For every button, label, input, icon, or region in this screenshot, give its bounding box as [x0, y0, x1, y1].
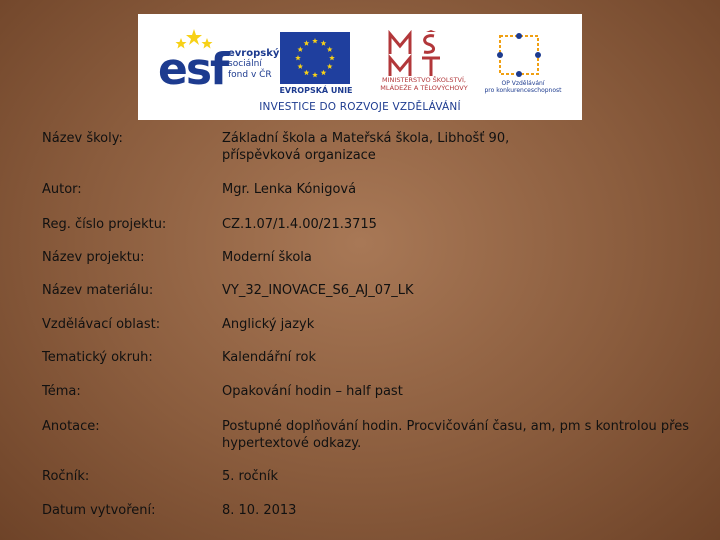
row-label: Název projektu: — [42, 250, 145, 265]
row-label: Tematický okruh: — [42, 350, 153, 365]
row-label: Téma: — [42, 384, 81, 399]
row-label: Ročník: — [42, 469, 90, 484]
row-label: Název školy: — [42, 131, 123, 146]
eu-label: EVROPSKÁ UNIE — [279, 86, 353, 95]
row-label: Název materiálu: — [42, 283, 154, 298]
row-label: Autor: — [42, 182, 82, 197]
row-value: Opakování hodin – half past — [222, 384, 403, 399]
eu-flag-icon — [280, 32, 350, 84]
row-value: Mgr. Lenka Kónigová — [222, 182, 357, 197]
msmt-logo-icon — [384, 30, 468, 80]
row-value: Kalendářní rok — [222, 350, 316, 365]
row-label: Reg. číslo projektu: — [42, 217, 167, 232]
row-value: 8. 10. 2013 — [222, 503, 297, 518]
row-value: CZ.1.07/1.4.00/21.3715 — [222, 217, 377, 232]
row-value: VY_32_INOVACE_S6_AJ_07_LK — [222, 283, 414, 298]
investice-slogan: INVESTICE DO ROZVOJE VZDĚLÁVÁNÍ — [259, 101, 461, 113]
row-value: Postupné doplňování hodin. Procvičování času, am, pm s kontrolou přes hypertextové odkazy. — [222, 419, 689, 451]
logo-banner — [138, 14, 582, 120]
row-label: Vzdělávací oblast: — [42, 317, 161, 332]
row-label: Anotace: — [42, 419, 100, 434]
row-value: 5. ročník — [222, 469, 279, 484]
row-label: Datum vytvoření: — [42, 503, 156, 518]
esf-text: evropský sociální fond v ČR — [228, 48, 280, 80]
opvk-logo-icon — [494, 30, 544, 80]
row-value: Moderní škola — [222, 250, 312, 265]
esf-wordmark: esf — [158, 44, 228, 95]
esf-logo — [156, 28, 280, 96]
msmt-label: MINISTERSTVO ŠKOLSTVÍ, MLÁDEŽE A TĚLOVÝCHOVY — [380, 76, 468, 92]
row-value: Anglický jazyk — [222, 317, 315, 332]
opvk-label: OP Vzdělávání pro konkurenceschopnost — [484, 80, 562, 94]
row-value: Základní škola a Mateřská škola, Libhošť 90, příspěvková organizace — [222, 131, 510, 163]
